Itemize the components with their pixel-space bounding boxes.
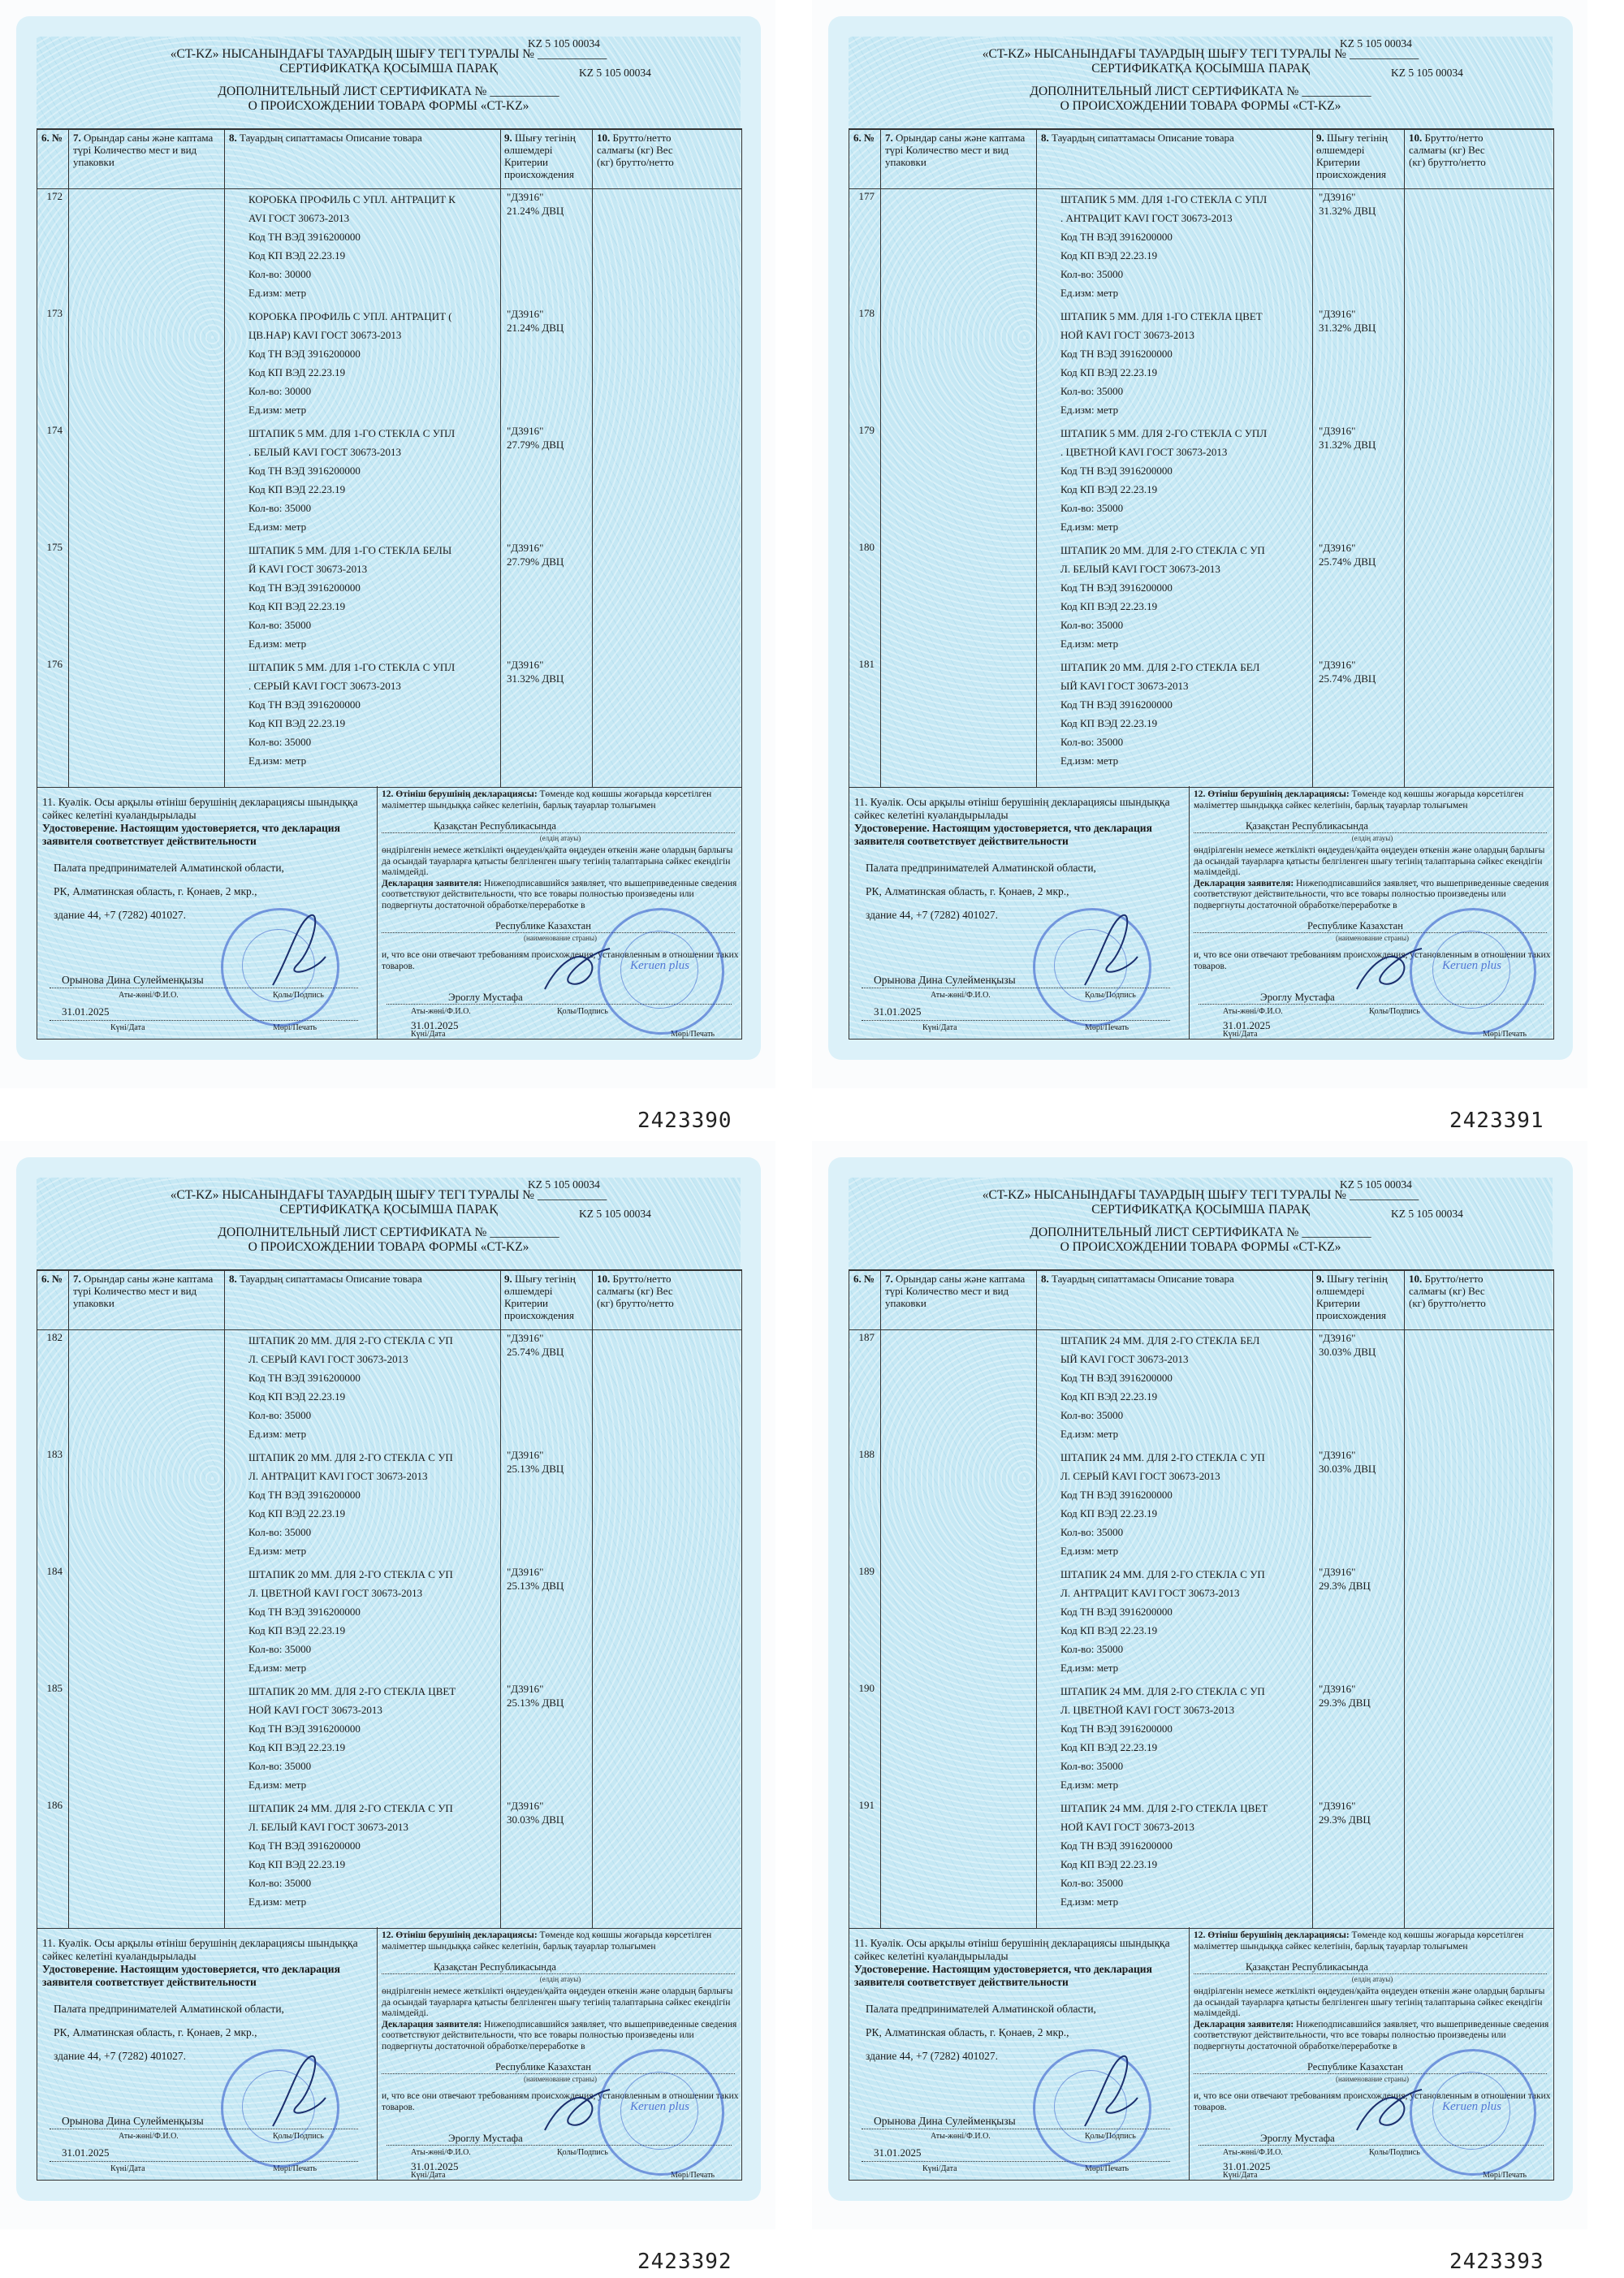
section-12-country-ru: Республике Казахстан [495,920,591,932]
item-criteria: "Д3916" 25.13% ДВЦ [507,1566,564,1592]
table-row [37,190,741,307]
item-criteria: "Д3916" 25.13% ДВЦ [507,1683,564,1709]
item-criteria: "Д3916" 31.32% ДВЦ [1319,191,1376,217]
item-criteria: "Д3916" 30.03% ДВЦ [507,1800,564,1826]
item-description: ШТАПИК 24 ММ. ДЛЯ 2-ГО СТЕКЛА С УП Л. СЕРЫЙ KAVI ГОСТ 30673-2013 Код ТН ВЭД 3916200000 Код КП ВЭД 22.23.19 Кол-во: 35000 Ед.изм: метр [1060,1451,1265,1557]
item-number: 175 [46,541,63,553]
section-12-country-kz: Қазақстан Республикасында [1246,1961,1368,1973]
item-description: ШТАПИК 20 ММ. ДЛЯ 2-ГО СТЕКЛА ЦВЕТ НОЙ KAVI ГОСТ 30673-2013 Код ТН ВЭД 3916200000 Код КП ВЭД 22.23.19 Кол-во: 35000 Ед.изм: метр [248,1685,456,1791]
section-11 [854,796,1183,848]
certificate-page-4 [812,1141,1587,2229]
section-11-address: Палата предпринимателей Алматинской области, РК, Алматинская область, г. Қонаев, 2 мкр., здание 44, +7 (7282) 401027. [866,2003,1096,2062]
header-ru-number: KZ 5 105 00034 [579,67,651,79]
table-row [849,1331,1553,1448]
col-7-header: 7. Орындар саны және каптама түрі Количество мест и вид упаковки [73,132,214,168]
item-number: 191 [858,1799,875,1811]
signature-11 [265,2049,330,2138]
item-criteria: "Д3916" 31.32% ДВЦ [1319,308,1376,334]
item-number: 177 [858,190,875,202]
col-8-header: 8. Тауардың сипаттамасы Описание товара [229,132,422,144]
certification-block: 11. Куәлік. Осы арқылы өтініш берушінің декларациясы шындыққа сәйкес келетіні куәландырылады Удостоверение. Настоящим удостоверяется, что декларация заявителя соответствует действительности Палата предпринимателей Алматинской области, РК, Алматинская область, г. Қонаев, 2 мкр., здание 44, +7 (7282) 401027. Орынова Дина Сулейменқызы Аты-жөні/Ф.И.О. 31.01.2025 Күні/Дата Мөрі/Печать Қолы/Подпись 12. Өтініш берушінің декларациясы: Төменде код көшшы жоғарыда көрсетілген мәліметтер шындыққа сәйкес келетінін, барлық тауарлар толығымен Қазақстан Республикасында (елдің атауы) өндірілгенін немесе жеткілікті өңдеуден/қайта өңдеуден өткенін және олардың барлығы да осындай тауарларға қатысты белгіленген шығу тегінің талаптарына сәйкес екендігін мәлімдейді. Декларация заявителя: Нижеподписавшийся заявляет, что вышеприведенные сведения соответствуют действительности, что все товары полностью произведены или подвергнуты достаточной обработке/переработке в Республике Казахстан (наименование страны) и, что все они отвечают требованиям происхождения, установленным в отношении таких товаров. Эроглу Мустафа Аты-жөні/Ф.И.О. Қолы/Подпись 31.01.2025 Күні/Дата Мөрі/Печать Keruen plus [37,1927,742,2181]
section-12-country-kz: Қазақстан Республикасында [1246,820,1368,832]
page-serial-number: 2423392 [637,2250,732,2274]
section-11-address: Палата предпринимателей Алматинской области, РК, Алматинская область, г. Қонаев, 2 мкр., здание 44, +7 (7282) 401027. [54,2003,284,2062]
item-description: ШТАПИК 5 ММ. ДЛЯ 1-ГО СТЕКЛА С УПЛ . АНТРАЦИТ KAVI ГОСТ 30673-2013 Код ТН ВЭД 3916200000 Код КП ВЭД 22.23.19 Кол-во: 35000 Ед.изм: метр [1060,193,1268,299]
header-kz-sub: СЕРТИФИКАТҚА ҚОСЫМША ПАРАҚ [279,1203,498,1217]
item-number: 186 [46,1799,63,1811]
company-seal-text: Keruen plus [630,2100,689,2113]
col-6-header: 6. № [41,1273,63,1285]
section-12-signer: Эроглу Мустафа [448,991,523,1003]
goods-table [849,1269,1554,1929]
col-9-header: 9. Шығу тегінің өлшемдері Критерии происхождения [1316,1273,1388,1321]
item-description: ШТАПИК 20 ММ. ДЛЯ 2-ГО СТЕКЛА С УП Л. БЕЛЫЙ KAVI ГОСТ 30673-2013 Код ТН ВЭД 3916200000 Код КП ВЭД 22.23.19 Кол-во: 35000 Ед.изм: метр [1060,544,1265,650]
col-10-header: 10. Брутто/нетто салмағы (кг) Вес (кг) брутто/нетто [597,1273,674,1309]
section-12-date: 31.01.2025 [411,2160,459,2172]
item-description: ШТАПИК 24 ММ. ДЛЯ 2-ГО СТЕКЛА С УП Л. БЕЛЫЙ KAVI ГОСТ 30673-2013 Код ТН ВЭД 3916200000 Код КП ВЭД 22.23.19 Кол-во: 35000 Ед.изм: метр [248,1802,453,1908]
item-number: 190 [858,1682,875,1694]
section-11 [42,796,371,848]
item-description: ШТАПИК 5 ММ. ДЛЯ 1-ГО СТЕКЛА С УПЛ . СЕРЫЙ KAVI ГОСТ 30673-2013 Код ТН ВЭД 3916200000 Код КП ВЭД 22.23.19 Кол-во: 35000 Ед.изм: метр [248,661,456,767]
item-description: ШТАПИК 20 ММ. ДЛЯ 2-ГО СТЕКЛА БЕЛ ЫЙ KAVI ГОСТ 30673-2013 Код ТН ВЭД 3916200000 Код КП ВЭД 22.23.19 Кол-во: 35000 Ед.изм: метр [1060,661,1260,767]
item-description: ШТАПИК 24 ММ. ДЛЯ 2-ГО СТЕКЛА С УП Л. ЦВЕТНОЙ KAVI ГОСТ 30673-2013 Код ТН ВЭД 3916200000 Код КП ВЭД 22.23.19 Кол-во: 35000 Ед.изм: метр [1060,1685,1265,1791]
item-description: ШТАПИК 5 ММ. ДЛЯ 1-ГО СТЕКЛА С УПЛ . БЕЛЫЙ KAVI ГОСТ 30673-2013 Код ТН ВЭД 3916200000 Код КП ВЭД 22.23.19 Кол-во: 35000 Ед.изм: метр [248,427,456,533]
col-7-header: 7. Орындар саны және каптама түрі Количество мест и вид упаковки [73,1273,214,1309]
header-kz-sub: СЕРТИФИКАТҚА ҚОСЫМША ПАРАҚ [1091,1203,1310,1217]
item-number: 183 [46,1448,63,1460]
col-6-header: 6. № [41,132,63,144]
item-number: 189 [858,1565,875,1577]
certification-block: 11. Куәлік. Осы арқылы өтініш берушінің декларациясы шындыққа сәйкес келетіні куәландырылады Удостоверение. Настоящим удостоверяется, что декларация заявителя соответствует действительности Палата предпринимателей Алматинской области, РК, Алматинская область, г. Қонаев, 2 мкр., здание 44, +7 (7282) 401027. Орынова Дина Сулейменқызы Аты-жөні/Ф.И.О. 31.01.2025 Күні/Дата Мөрі/Печать Қолы/Подпись 12. Өтініш берушінің декларациясы: Төменде код көшшы жоғарыда көрсетілген мәліметтер шындыққа сәйкес келетінін, барлық тауарлар толығымен Қазақстан Республикасында (елдің атауы) өндірілгенін немесе жеткілікті өңдеуден/қайта өңдеуден өткенін және олардың барлығы да осындай тауарларға қатысты белгіленген шығу тегінің талаптарына сәйкес екендігін мәлімдейді. Декларация заявителя: Нижеподписавшийся заявляет, что вышеприведенные сведения соответствуют действительности, что все товары полностью произведены или подвергнуты достаточной обработке/переработке в Республике Казахстан (наименование страны) и, что все они отвечают требованиям происхождения, установленным в отношении таких товаров. Эроглу Мустафа Аты-жөні/Ф.И.О. Қолы/Подпись 31.01.2025 Күні/Дата Мөрі/Печать Keruen plus [849,786,1554,1040]
header-ru-sub: О ПРОИСХОЖДЕНИИ ТОВАРА ФОРМЫ «CT-KZ» [248,1240,529,1254]
header-kz-number: KZ 5 105 00034 [528,37,600,50]
header-ru-number: KZ 5 105 00034 [1391,67,1463,79]
certificate-header [37,1180,741,1261]
table-row [849,1682,1553,1799]
section-12-country-ru: Республике Казахстан [1307,920,1403,932]
signature-11 [265,908,330,997]
item-criteria: "Д3916" 25.13% ДВЦ [507,1449,564,1475]
section-11-date: 31.01.2025 [62,1005,110,1018]
item-number: 178 [858,307,875,319]
item-description: ШТАПИК 5 ММ. ДЛЯ 1-ГО СТЕКЛА ЦВЕТ НОЙ KAVI ГОСТ 30673-2013 Код ТН ВЭД 3916200000 Код КП ВЭД 22.23.19 Кол-во: 35000 Ед.изм: метр [1060,310,1263,416]
section-11-ru: Удостоверение. Настоящим удостоверяется, что декларация заявителя соответствует действительности [854,822,1152,847]
goods-table [37,128,742,788]
signature-12 [1353,932,1426,1005]
item-description: КОРОБКА ПРОФИЛЬ С УПЛ. АНТРАЦИТ К AVI ГОСТ 30673-2013 Код ТН ВЭД 3916200000 Код КП ВЭД 22.23.19 Кол-во: 30000 Ед.изм: метр [248,193,456,299]
col-10-header: 10. Брутто/нетто салмағы (кг) Вес (кг) брутто/нетто [1409,132,1486,168]
section-12-date: 31.01.2025 [411,1019,459,1031]
item-number: 179 [858,424,875,436]
item-criteria: "Д3916" 31.32% ДВЦ [507,659,564,685]
header-kz-title: «CT-KZ» НЫСАНЫНДАҒЫ ТАУАРДЫҢ ШЫҒУ ТЕГІ ТУРАЛЫ № ___________ [170,1188,607,1202]
certificate-page-2 [812,0,1587,1088]
item-criteria: "Д3916" 29.3% ДВЦ [1319,1683,1371,1709]
col-6-header: 6. № [853,1273,875,1285]
table-row [37,424,741,541]
section-11-address: Палата предпринимателей Алматинской области, РК, Алматинская область, г. Қонаев, 2 мкр., здание 44, +7 (7282) 401027. [54,862,284,921]
section-11-date: 31.01.2025 [874,2146,922,2159]
item-number: 187 [858,1331,875,1343]
col-7-header: 7. Орындар саны және каптама түрі Количество мест и вид упаковки [885,1273,1026,1309]
section-12: 12. Өтініш берушінің декларациясы: Төменде код көшшы жоғарыда көрсетілген мәліметтер шындыққа сәйкес келетінін, барлық тауарлар толығымен Қазақстан Республикасында (елдің атауы) өндірілгенін немесе жеткілікті өңдеуден/қайта өңдеуден өткенін және олардың барлығы да осындай тауарларға қатысты белгіленген шығу тегінің талаптарына сәйкес екендігін мәлімдейді. Декларация заявителя: Нижеподписавшийся заявляет, что вышеприведенные сведения соответствуют действительности, что все товары полностью произведены или подвергнуты достаточной обработке/переработке в Республике Казахстан (наименование страны) и, что все они отвечают требованиям происхождения, установленным в отношении таких товаров. [1194,789,1551,971]
section-12-country-ru: Республике Казахстан [495,2061,591,2073]
header-ru-title: ДОПОЛНИТЕЛЬНЫЙ ЛИСТ СЕРТИФИКАТА № ___________ [1030,1225,1371,1239]
item-description: ШТАПИК 5 ММ. ДЛЯ 1-ГО СТЕКЛА БЕЛЫ Й KAVI ГОСТ 30673-2013 Код ТН ВЭД 3916200000 Код КП ВЭД 22.23.19 Кол-во: 35000 Ед.изм: метр [248,544,452,650]
item-description: ШТАПИК 24 ММ. ДЛЯ 2-ГО СТЕКЛА БЕЛ ЫЙ KAVI ГОСТ 30673-2013 Код ТН ВЭД 3916200000 Код КП ВЭД 22.23.19 Кол-во: 35000 Ед.изм: метр [1060,1334,1260,1440]
table-row [849,1799,1553,1916]
item-description: ШТАПИК 20 ММ. ДЛЯ 2-ГО СТЕКЛА С УП Л. АНТРАЦИТ KAVI ГОСТ 30673-2013 Код ТН ВЭД 3916200000 Код КП ВЭД 22.23.19 Кол-во: 35000 Ед.изм: метр [248,1451,453,1557]
page-serial-number: 2423391 [1449,1109,1544,1133]
company-seal-text: Keruen plus [630,959,689,972]
section-11-address: Палата предпринимателей Алматинской области, РК, Алматинская область, г. Қонаев, 2 мкр., здание 44, +7 (7282) 401027. [866,862,1096,921]
section-11-kz: 11. Куәлік. Осы арқылы өтініш берушінің декларациясы шындыққа сәйкес келетіні куәландырылады [854,796,1170,821]
table-row [849,190,1553,307]
item-description: ШТАПИК 24 ММ. ДЛЯ 2-ГО СТЕКЛА С УП Л. АНТРАЦИТ KAVI ГОСТ 30673-2013 Код ТН ВЭД 3916200000 Код КП ВЭД 22.23.19 Кол-во: 35000 Ед.изм: метр [1060,1568,1265,1674]
signature-12 [541,2073,614,2146]
col-8-header: 8. Тауардың сипаттамасы Описание товара [1041,132,1234,144]
item-description: ШТАПИК 5 ММ. ДЛЯ 2-ГО СТЕКЛА С УПЛ . ЦВЕТНОЙ KAVI ГОСТ 30673-2013 Код ТН ВЭД 3916200000 Код КП ВЭД 22.23.19 Кол-во: 35000 Ед.изм: метр [1060,427,1268,533]
header-divider [37,1329,741,1330]
section-11 [854,1937,1183,1989]
section-12-date: 31.01.2025 [1223,1019,1271,1031]
section-11-signer: Орынова Дина Сулейменқызы [874,2115,1016,2127]
signature-11 [1077,2049,1142,2138]
item-description: ШТАПИК 24 ММ. ДЛЯ 2-ГО СТЕКЛА ЦВЕТ НОЙ KAVI ГОСТ 30673-2013 Код ТН ВЭД 3916200000 Код КП ВЭД 22.23.19 Кол-во: 35000 Ед.изм: метр [1060,1802,1268,1908]
header-ru-sub: О ПРОИСХОЖДЕНИИ ТОВАРА ФОРМЫ «CT-KZ» [248,99,529,113]
section-11-kz: 11. Куәлік. Осы арқылы өтініш берушінің декларациясы шындыққа сәйкес келетіні куәландырылады [854,1937,1170,1962]
goods-table [849,128,1554,788]
item-number: 173 [46,307,63,319]
table-row [37,1799,741,1916]
item-criteria: "Д3916" 29.3% ДВЦ [1319,1800,1371,1826]
header-kz-title: «CT-KZ» НЫСАНЫНДАҒЫ ТАУАРДЫҢ ШЫҒУ ТЕГІ ТУРАЛЫ № ___________ [982,1188,1419,1202]
certificate-page-1 [0,0,775,1088]
header-ru-title: ДОПОЛНИТЕЛЬНЫЙ ЛИСТ СЕРТИФИКАТА № ___________ [1030,84,1371,98]
table-row [849,1448,1553,1565]
company-seal-text: Keruen plus [1442,2100,1501,2113]
header-ru-number: KZ 5 105 00034 [579,1208,651,1220]
header-kz-sub: СЕРТИФИКАТҚА ҚОСЫМША ПАРАҚ [279,62,498,76]
item-number: 180 [858,541,875,553]
header-divider [849,1329,1553,1330]
section-12: 12. Өтініш берушінің декларациясы: Төменде код көшшы жоғарыда көрсетілген мәліметтер шындыққа сәйкес келетінін, барлық тауарлар толығымен Қазақстан Республикасында (елдің атауы) өндірілгенін немесе жеткілікті өңдеуден/қайта өңдеуден өткенін және олардың барлығы да осындай тауарларға қатысты белгіленген шығу тегінің талаптарына сәйкес екендігін мәлімдейді. Декларация заявителя: Нижеподписавшийся заявляет, что вышеприведенные сведения соответствуют действительности, что все товары полностью произведены или подвергнуты достаточной обработке/переработке в Республике Казахстан (наименование страны) и, что все они отвечают требованиям происхождения, установленным в отношении таких товаров. [1194,1930,1551,2112]
table-row [37,1682,741,1799]
header-divider [849,188,1553,189]
section-11-ru: Удостоверение. Настоящим удостоверяется, что декларация заявителя соответствует действительности [42,1963,340,1988]
header-kz-number: KZ 5 105 00034 [528,1178,600,1191]
item-number: 185 [46,1682,63,1694]
certificate-header [849,39,1553,120]
signature-11 [1077,908,1142,997]
item-number: 184 [46,1565,63,1577]
item-number: 176 [46,658,63,670]
col-8-header: 8. Тауардың сипаттамасы Описание товара [1041,1273,1234,1285]
item-criteria: "Д3916" 27.79% ДВЦ [507,542,564,568]
col-6-header: 6. № [853,132,875,144]
table-row [849,307,1553,424]
section-12-signer: Эроглу Мустафа [448,2132,523,2144]
header-kz-number: KZ 5 105 00034 [1340,37,1412,50]
certificate-page-3 [0,1141,775,2229]
goods-table [37,1269,742,1929]
col-10-header: 10. Брутто/нетто салмағы (кг) Вес (кг) брутто/нетто [597,132,674,168]
table-row [849,658,1553,775]
item-number: 181 [858,658,875,670]
item-criteria: "Д3916" 21.24% ДВЦ [507,191,564,217]
col-9-header: 9. Шығу тегінің өлшемдері Критерии происхождения [1316,132,1388,180]
table-row [849,1565,1553,1682]
section-12: 12. Өтініш берушінің декларациясы: Төменде код көшшы жоғарыда көрсетілген мәліметтер шындыққа сәйкес келетінін, барлық тауарлар толығымен Қазақстан Республикасында (елдің атауы) өндірілгенін немесе жеткілікті өңдеуден/қайта өңдеуден өткенін және олардың барлығы да осындай тауарларға қатысты белгіленген шығу тегінің талаптарына сәйкес екендігін мәлімдейді. Декларация заявителя: Нижеподписавшийся заявляет, что вышеприведенные сведения соответствуют действительности, что все товары полностью произведены или подвергнуты достаточной обработке/переработке в Республике Казахстан (наименование страны) и, что все они отвечают требованиям происхождения, установленным в отношении таких товаров. [382,1930,739,2112]
header-ru-number: KZ 5 105 00034 [1391,1208,1463,1220]
section-11-date: 31.01.2025 [874,1005,922,1018]
section-11-signer: Орынова Дина Сулейменқызы [62,974,204,986]
item-description: ШТАПИК 20 ММ. ДЛЯ 2-ГО СТЕКЛА С УП Л. ЦВЕТНОЙ KAVI ГОСТ 30673-2013 Код ТН ВЭД 3916200000 Код КП ВЭД 22.23.19 Кол-во: 35000 Ед.изм: метр [248,1568,453,1674]
header-ru-title: ДОПОЛНИТЕЛЬНЫЙ ЛИСТ СЕРТИФИКАТА № ___________ [218,84,559,98]
section-12-signer: Эроглу Мустафа [1260,2132,1335,2144]
section-11-ru: Удостоверение. Настоящим удостоверяется, что декларация заявителя соответствует действительности [42,822,340,847]
item-number: 174 [46,424,63,436]
signature-12 [1353,2073,1426,2146]
header-divider [37,188,741,189]
table-row [849,541,1553,658]
item-criteria: "Д3916" 31.32% ДВЦ [1319,425,1376,451]
item-criteria: "Д3916" 25.74% ДВЦ [1319,659,1376,685]
section-11 [42,1937,371,1989]
header-ru-title: ДОПОЛНИТЕЛЬНЫЙ ЛИСТ СЕРТИФИКАТА № ___________ [218,1225,559,1239]
section-12-country-kz: Қазақстан Республикасында [434,820,556,832]
item-number: 188 [858,1448,875,1460]
section-12: 12. Өтініш берушінің декларациясы: Төменде код көшшы жоғарыда көрсетілген мәліметтер шындыққа сәйкес келетінін, барлық тауарлар толығымен Қазақстан Республикасында (елдің атауы) өндірілгенін немесе жеткілікті өңдеуден/қайта өңдеуден өткенін және олардың барлығы да осындай тауарларға қатысты белгіленген шығу тегінің талаптарына сәйкес екендігін мәлімдейді. Декларация заявителя: Нижеподписавшийся заявляет, что вышеприведенные сведения соответствуют действительности, что все товары полностью произведены или подвергнуты достаточной обработке/переработке в Республике Казахстан (наименование страны) и, что все они отвечают требованиям происхождения, установленным в отношении таких товаров. [382,789,739,971]
header-ru-sub: О ПРОИСХОЖДЕНИИ ТОВАРА ФОРМЫ «CT-KZ» [1060,99,1341,113]
header-kz-title: «CT-KZ» НЫСАНЫНДАҒЫ ТАУАРДЫҢ ШЫҒУ ТЕГІ ТУРАЛЫ № ___________ [982,47,1419,61]
table-row [37,1331,741,1448]
certification-block: 11. Куәлік. Осы арқылы өтініш берушінің декларациясы шындыққа сәйкес келетіні куәландырылады Удостоверение. Настоящим удостоверяется, что декларация заявителя соответствует действительности Палата предпринимателей Алматинской области, РК, Алматинская область, г. Қонаев, 2 мкр., здание 44, +7 (7282) 401027. Орынова Дина Сулейменқызы Аты-жөні/Ф.И.О. 31.01.2025 Күні/Дата Мөрі/Печать Қолы/Подпись 12. Өтініш берушінің декларациясы: Төменде код көшшы жоғарыда көрсетілген мәліметтер шындыққа сәйкес келетінін, барлық тауарлар толығымен Қазақстан Республикасында (елдің атауы) өндірілгенін немесе жеткілікті өңдеуден/қайта өңдеуден өткенін және олардың барлығы да осындай тауарларға қатысты белгіленген шығу тегінің талаптарына сәйкес екендігін мәлімдейді. Декларация заявителя: Нижеподписавшийся заявляет, что вышеприведенные сведения соответствуют действительности, что все товары полностью произведены или подвергнуты достаточной обработке/переработке в Республике Казахстан (наименование страны) и, что все они отвечают требованиям происхождения, установленным в отношении таких товаров. Эроглу Мустафа Аты-жөні/Ф.И.О. Қолы/Подпись 31.01.2025 Күні/Дата Мөрі/Печать Keruen plus [37,786,742,1040]
certificate-header [37,39,741,120]
table-row [37,541,741,658]
item-description: ШТАПИК 20 ММ. ДЛЯ 2-ГО СТЕКЛА С УП Л. СЕРЫЙ KAVI ГОСТ 30673-2013 Код ТН ВЭД 3916200000 Код КП ВЭД 22.23.19 Кол-во: 35000 Ед.изм: метр [248,1334,453,1440]
col-9-header: 9. Шығу тегінің өлшемдері Критерии происхождения [504,132,576,180]
section-11-date: 31.01.2025 [62,2146,110,2159]
item-criteria: "Д3916" 30.03% ДВЦ [1319,1332,1376,1358]
item-criteria: "Д3916" 30.03% ДВЦ [1319,1449,1376,1475]
item-criteria: "Д3916" 25.74% ДВЦ [507,1332,564,1358]
company-seal-text: Keruen plus [1442,959,1501,972]
table-row [37,1448,741,1565]
page-serial-number: 2423393 [1449,2250,1544,2274]
certificate-header [849,1180,1553,1261]
section-12-date: 31.01.2025 [1223,2160,1271,2172]
header-kz-sub: СЕРТИФИКАТҚА ҚОСЫМША ПАРАҚ [1091,62,1310,76]
section-12-country-ru: Республике Казахстан [1307,2061,1403,2073]
section-11-signer: Орынова Дина Сулейменқызы [62,2115,204,2127]
col-10-header: 10. Брутто/нетто салмағы (кг) Вес (кг) брутто/нетто [1409,1273,1486,1309]
signature-12 [541,932,614,1005]
item-number: 182 [46,1331,63,1343]
item-criteria: "Д3916" 25.74% ДВЦ [1319,542,1376,568]
page-serial-number: 2423390 [637,1109,732,1133]
col-9-header: 9. Шығу тегінің өлшемдері Критерии происхождения [504,1273,576,1321]
section-11-kz: 11. Куәлік. Осы арқылы өтініш берушінің декларациясы шындыққа сәйкес келетіні куәландырылады [42,1937,358,1962]
item-criteria: "Д3916" 21.24% ДВЦ [507,308,564,334]
section-12-signer: Эроглу Мустафа [1260,991,1335,1003]
header-kz-number: KZ 5 105 00034 [1340,1178,1412,1191]
section-11-kz: 11. Куәлік. Осы арқылы өтініш берушінің декларациясы шындыққа сәйкес келетіні куәландырылады [42,796,358,821]
item-criteria: "Д3916" 29.3% ДВЦ [1319,1566,1371,1592]
item-criteria: "Д3916" 27.79% ДВЦ [507,425,564,451]
table-row [37,658,741,775]
table-row [37,307,741,424]
header-kz-title: «CT-KZ» НЫСАНЫНДАҒЫ ТАУАРДЫҢ ШЫҒУ ТЕГІ ТУРАЛЫ № ___________ [170,47,607,61]
section-11-ru: Удостоверение. Настоящим удостоверяется, что декларация заявителя соответствует действительности [854,1963,1152,1988]
section-12-country-kz: Қазақстан Республикасында [434,1961,556,1973]
section-11-signer: Орынова Дина Сулейменқызы [874,974,1016,986]
table-row [37,1565,741,1682]
certification-block: 11. Куәлік. Осы арқылы өтініш берушінің декларациясы шындыққа сәйкес келетіні куәландырылады Удостоверение. Настоящим удостоверяется, что декларация заявителя соответствует действительности Палата предпринимателей Алматинской области, РК, Алматинская область, г. Қонаев, 2 мкр., здание 44, +7 (7282) 401027. Орынова Дина Сулейменқызы Аты-жөні/Ф.И.О. 31.01.2025 Күні/Дата Мөрі/Печать Қолы/Подпись 12. Өтініш берушінің декларациясы: Төменде код көшшы жоғарыда көрсетілген мәліметтер шындыққа сәйкес келетінін, барлық тауарлар толығымен Қазақстан Республикасында (елдің атауы) өндірілгенін немесе жеткілікті өңдеуден/қайта өңдеуден өткенін және олардың барлығы да осындай тауарларға қатысты белгіленген шығу тегінің талаптарына сәйкес екендігін мәлімдейді. Декларация заявителя: Нижеподписавшийся заявляет, что вышеприведенные сведения соответствуют действительности, что все товары полностью произведены или подвергнуты достаточной обработке/переработке в Республике Казахстан (наименование страны) и, что все они отвечают требованиям происхождения, установленным в отношении таких товаров. Эроглу Мустафа Аты-жөні/Ф.И.О. Қолы/Подпись 31.01.2025 Күні/Дата Мөрі/Печать Keruen plus [849,1927,1554,2181]
header-ru-sub: О ПРОИСХОЖДЕНИИ ТОВАРА ФОРМЫ «CT-KZ» [1060,1240,1341,1254]
item-description: КОРОБКА ПРОФИЛЬ С УПЛ. АНТРАЦИТ ( ЦВ.НАР) KAVI ГОСТ 30673-2013 Код ТН ВЭД 3916200000 Код КП ВЭД 22.23.19 Кол-во: 30000 Ед.изм: метр [248,310,452,416]
item-number: 172 [46,190,63,202]
table-row [849,424,1553,541]
col-8-header: 8. Тауардың сипаттамасы Описание товара [229,1273,422,1285]
col-7-header: 7. Орындар саны және каптама түрі Количество мест и вид упаковки [885,132,1026,168]
